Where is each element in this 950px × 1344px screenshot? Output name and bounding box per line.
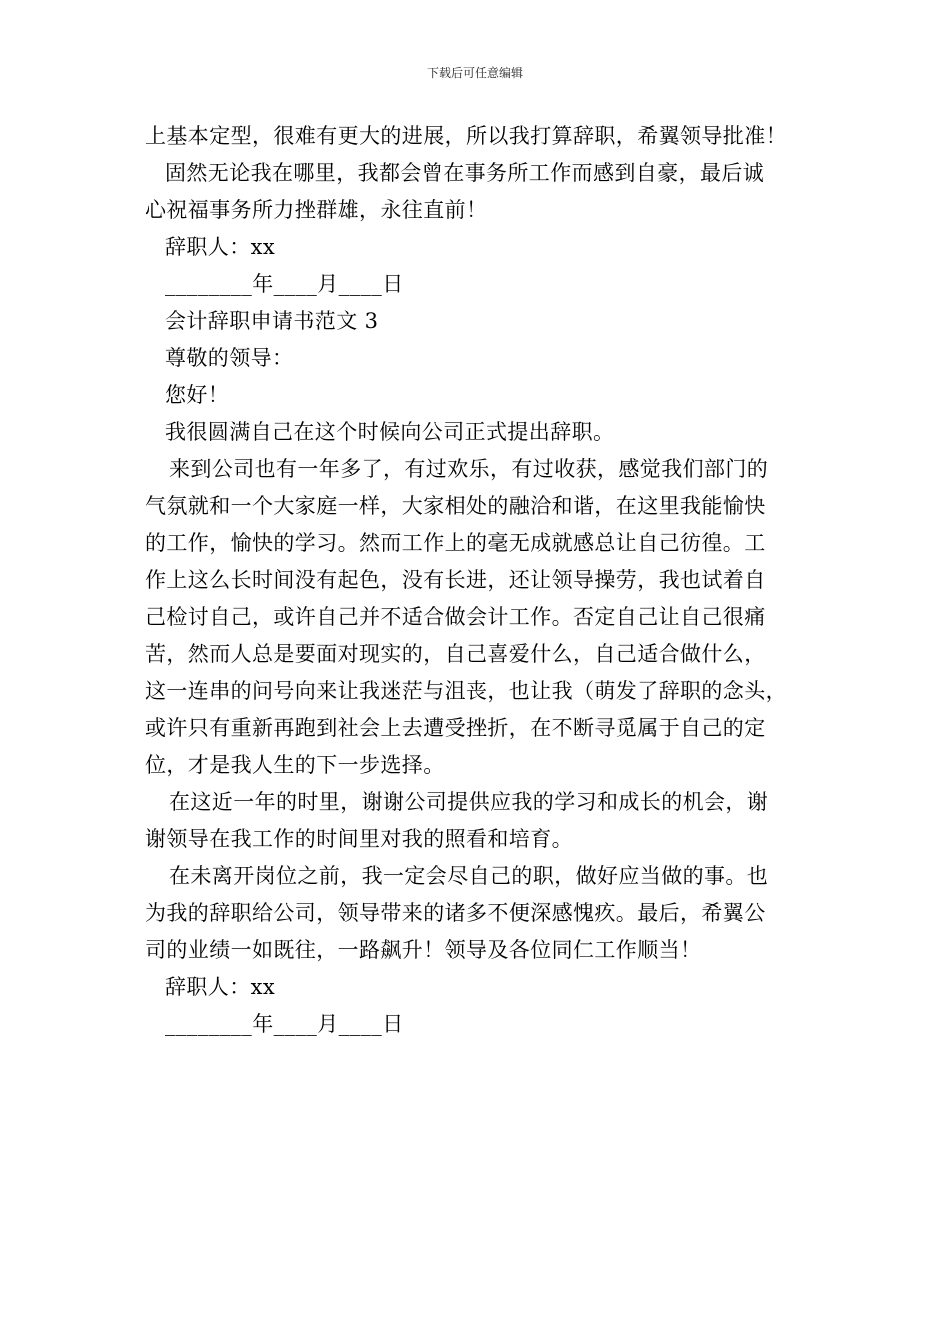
paragraph-line: 这一连串的问号向来让我迷茫与沮丧，也让我（萌发了辞职的念头，: [145, 679, 787, 703]
paragraph-line: 在未离开岗位之前，我一定会尽自己的职，做好应当做的事。也: [169, 864, 769, 888]
date-line: ________年____月____日: [165, 272, 404, 296]
salutation: 尊敬的领导：: [165, 346, 294, 370]
paragraph-line: 我很圆满自己在这个时候向公司正式提出辞职。: [165, 420, 615, 444]
page-header-note: 下载后可任意编辑: [426, 66, 523, 80]
paragraph-line: 的工作，愉快的学习。然而工作上的毫无成就感总让自己彷徨。工: [145, 531, 766, 555]
paragraph-line: 或许只有重新再跑到社会上去遭受挫折，在不断寻觅属于自己的定: [145, 716, 766, 740]
paragraph-line: 为我的辞职给公司，领导带来的诸多不便深感愧疚。最后，希翼公: [145, 901, 766, 925]
paragraph-line: 谢领导在我工作的时间里对我的照看和培育。: [145, 827, 573, 851]
paragraph-line: 来到公司也有一年多了，有过欢乐，有过收获，感觉我们部门的: [169, 457, 769, 481]
paragraph-line: 司的业绩一如既往，一路飙升！领导及各位同仁工作顺当！: [145, 938, 702, 962]
date-line: ________年____月____日: [165, 1012, 404, 1036]
paragraph-line: 在这近一年的时里，谢谢公司提供应我的学习和成长的机会，谢: [169, 790, 769, 814]
paragraph-line: 心祝福事务所力挫群雄，永往直前！: [145, 198, 488, 222]
paragraph-line: 苦，然而人总是要面对现实的，自己喜爱什么，自己适合做什么，: [145, 642, 766, 666]
paragraph-line: 作上这么长时间没有起色，没有长进，还让领导操劳，我也试着自: [145, 568, 766, 592]
paragraph-line: 固然无论我在哪里，我都会曾在事务所工作而感到自豪，最后诚: [165, 161, 765, 185]
paragraph-line: 己检讨自己，或许自己并不适合做会计工作。否定自己让自己很痛: [145, 605, 766, 629]
signature-line: 辞职人：xx: [165, 235, 276, 259]
greeting: 您好！: [165, 383, 230, 407]
section-title: 会计辞职申请书范文 3: [165, 309, 379, 333]
paragraph-line: 位，才是我人生的下一步选择。: [145, 753, 445, 777]
paragraph-line: 上基本定型，很难有更大的进展，所以我打算辞职，希翼领导批准！: [145, 124, 787, 148]
signature-line: 辞职人：xx: [165, 975, 276, 999]
paragraph-line: 气氛就和一个大家庭一样，大家相处的融洽和谐，在这里我能愉快: [145, 494, 766, 518]
document-body: [145, 118, 815, 1043]
